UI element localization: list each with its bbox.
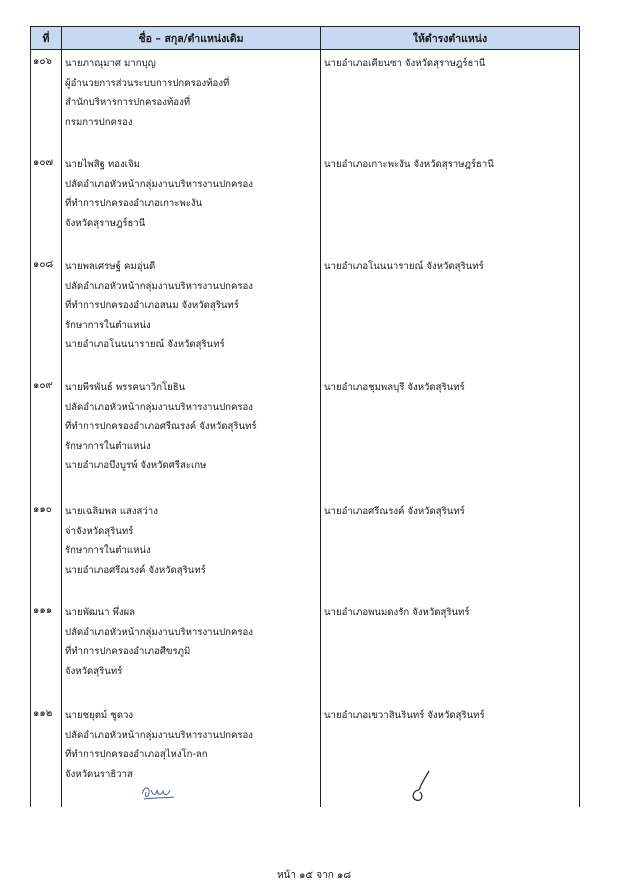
- name-line: รักษาการในตำแหน่ง: [65, 319, 151, 331]
- name-cell: [65, 706, 315, 784]
- name-line: จังหวัดนราธิวาส: [65, 768, 133, 780]
- position-cell: นายอำเภอเกาะพะงัน จังหวัดสุราษฎร์ธานี: [324, 159, 494, 170]
- appointment-table: [30, 26, 580, 807]
- row-number: ๑๑๒: [33, 708, 53, 719]
- page-number: หน้า ๑๕ จาก ๑๘: [276, 870, 352, 881]
- name-line: ผู้อำนวยการส่วนระบบการปกครองท้องที่: [65, 77, 230, 89]
- name-line: ปลัดอำเภอหัวหน้ากลุ่มงานบริหารงานปกครอง: [65, 280, 253, 292]
- position-cell: นายอำเภอศรีณรงค์ จังหวัดสุรินทร์: [324, 506, 465, 517]
- name-line: นายพีรพันธ์ พรรคนาวิกโยธิน: [65, 382, 186, 393]
- name-line: นายไพสิฐ ทองเจิม: [65, 159, 140, 170]
- name-line: กรมการปกครอง: [65, 116, 133, 128]
- name-line: ที่ทำการปกครองอำเภอศรีณรงค์ จังหวัดสุรินทร์: [65, 421, 257, 432]
- position-cell: นายอำเภอโนนนารายณ์ จังหวัดสุรินทร์: [324, 261, 484, 272]
- name-line: ปลัดอำเภอหัวหน้ากลุ่มงานบริหารงานปกครอง: [65, 178, 253, 190]
- name-line: ที่ทำการปกครองอำเภอสุไหงโก-ลก: [65, 749, 208, 760]
- header-name: ชื่อ – สกุล/ตำแหน่งเดิม: [62, 27, 321, 49]
- name-line: นายชยุตม์ ชูดวง: [65, 710, 134, 721]
- header-no: ที่: [31, 27, 62, 49]
- name-line: ที่ทำการปกครองอำเภอเกาะพะงัน: [65, 198, 203, 209]
- position-cell: นายอำเภอพนมดงรัก จังหวัดสุรินทร์: [324, 607, 470, 618]
- name-cell: [65, 54, 315, 132]
- row-number: ๑๐๙: [33, 380, 53, 391]
- name-line: รักษาการในตำแหน่ง: [65, 440, 151, 452]
- name-cell: [65, 502, 315, 580]
- name-line: ปลัดอำเภอหัวหน้ากลุ่มงานบริหารงานปกครอง: [65, 729, 253, 741]
- row-number: ๑๑๑: [33, 605, 53, 616]
- name-line: นายอำเภอโนนนารายณ์ จังหวัดสุรินทร์: [65, 339, 225, 350]
- name-cell: [65, 603, 315, 681]
- header-position: ให้ดำรงตำแหน่ง: [412, 32, 488, 45]
- name-line: ปลัดอำเภอหัวหน้ากลุ่มงานบริหารงานปกครอง: [65, 401, 253, 413]
- name-line: นายพัฒนา พึ่งผล: [65, 607, 136, 618]
- name-line: นายอำเภอศรีณรงค์ จังหวัดสุรินทร์: [65, 564, 206, 576]
- row-number: ๑๐๗: [33, 157, 53, 168]
- position-cell: นายอำเภอเคียนซา จังหวัดสุราษฎร์ธานี: [324, 58, 486, 69]
- column-divider: [320, 50, 321, 807]
- name-line: นายเฉลิมพล แสงสว่าง: [65, 506, 158, 517]
- position-cell: นายอำเภอชุมพลบุรี จังหวัดสุรินทร์: [324, 382, 465, 393]
- name-line: จังหวัดสุรินทร์: [65, 665, 123, 677]
- row-number: ๑๐๘: [33, 259, 54, 270]
- name-line: รักษาการในตำแหน่ง: [65, 545, 151, 556]
- name-line: จังหวัดสุราษฎร์ธานี: [65, 217, 146, 229]
- name-line: ปลัดอำเภอหัวหน้ากลุ่มงานบริหารงานปกครอง: [65, 626, 253, 638]
- column-divider: [61, 50, 62, 807]
- position-cell: นายอำเภอเขวาสินรินทร์ จังหวัดสุรินทร์: [324, 710, 485, 721]
- row-number: ๑๑๐: [33, 504, 52, 515]
- name-cell: [65, 257, 315, 355]
- initials-signature-right: [405, 768, 435, 804]
- initials-signature-left: [138, 780, 178, 802]
- name-line: นายอำเภอบึงบูรพ์ จังหวัดศรีสะเกษ: [65, 460, 207, 471]
- name-line: ที่ทำการปกครองอำเภอศีขรภูมิ: [65, 646, 191, 657]
- name-cell: [65, 155, 315, 233]
- name-line: นายพลเศรษฐ์ คมอุ่นดี: [65, 261, 156, 272]
- name-line: ที่ทำการปกครองอำเภอสนม จังหวัดสุรินทร์: [65, 300, 239, 311]
- name-line: นายภาณุมาศ มากบุญ: [65, 58, 156, 69]
- name-line: จ่าจังหวัดสุรินทร์: [65, 525, 134, 537]
- name-line: สำนักบริหารการปกครองท้องที่: [65, 97, 191, 108]
- row-number: ๑๐๖: [33, 56, 52, 67]
- name-cell: [65, 378, 315, 476]
- table-header: [31, 27, 579, 50]
